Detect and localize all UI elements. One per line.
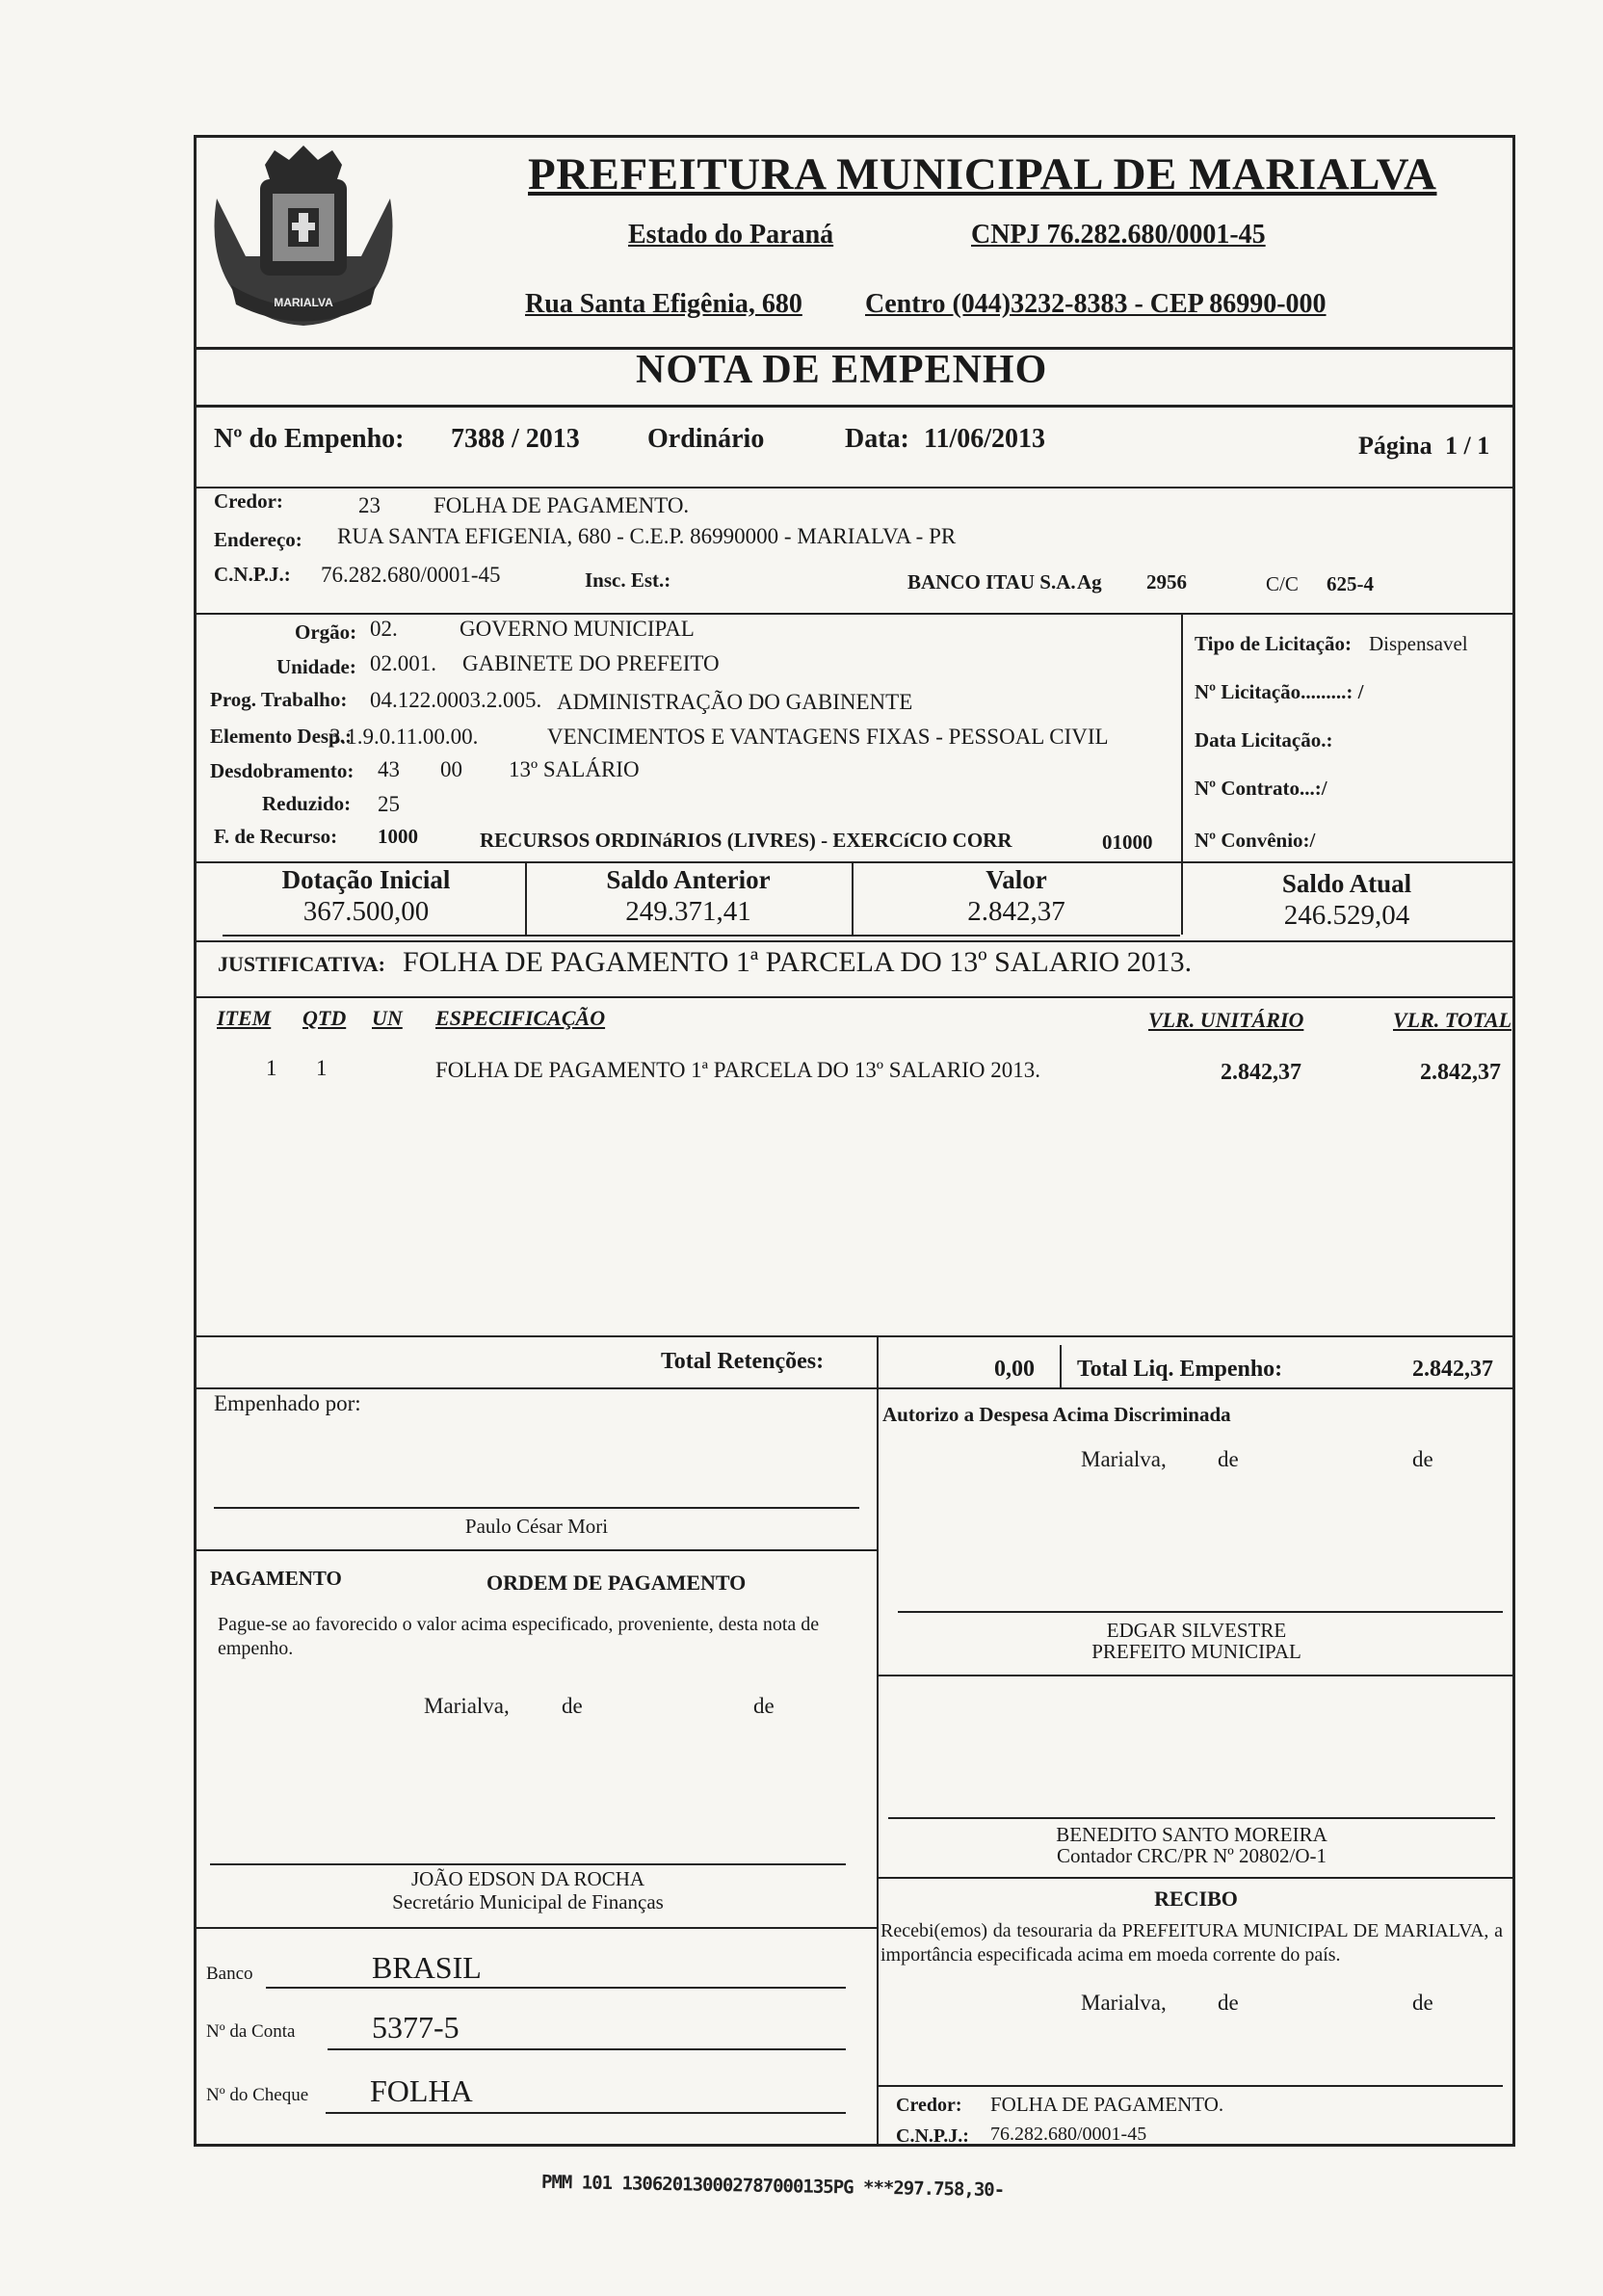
municipal-seal	[207, 141, 400, 329]
autorizo-place: Marialva,	[1081, 1447, 1167, 1471]
col-un-header: UN	[372, 1006, 403, 1030]
col-item-header: ITEM	[217, 1006, 272, 1030]
recibo-text: Recebi(emos) da tesouraria da PREFEITURA MUNICIPAL DE MARIALVA, a importância especificada acima em moeda corrente do país.	[880, 1920, 1503, 1966]
liquido-label: Total Liq. Empenho:	[1077, 1357, 1283, 1382]
col-total-header: VLR. TOTAL	[1393, 1008, 1512, 1032]
tipo-licitacao-label: Tipo de Licitação:	[1195, 632, 1352, 655]
justificativa-label: JUSTIFICATIVA:	[218, 952, 386, 976]
banco-label: Banco	[206, 1964, 253, 1984]
reduzido-value: 25	[378, 792, 400, 816]
recurso-code: 1000	[378, 825, 418, 848]
valor-value: 2.842,37	[967, 896, 1065, 927]
recibo-credor-label: Credor:	[896, 2095, 962, 2116]
recibo-title: RECIBO	[1154, 1887, 1238, 1911]
pagamento-label: PAGAMENTO	[210, 1567, 342, 1590]
row-unit-value: 2.842,37	[1221, 1060, 1301, 1085]
recibo-cnpj-label: C.N.P.J.:	[896, 2125, 969, 2147]
credor-label: Credor:	[214, 489, 283, 513]
elemento-label: Elemento Desp.:	[210, 725, 352, 748]
col-unit-header: VLR. UNITÁRIO	[1148, 1008, 1304, 1032]
prefeito-name: EDGAR SILVESTRE	[1106, 1619, 1287, 1642]
cnpj-label: C.N.P.J.:	[214, 563, 291, 586]
row-total-value: 2.842,37	[1420, 1060, 1501, 1085]
saldo-atual-label: Saldo Atual	[1281, 869, 1412, 898]
dotacao-value: 367.500,00	[302, 896, 430, 927]
ordem-de-2: de	[753, 1694, 775, 1718]
saldo-anterior-value: 249.371,41	[625, 896, 751, 927]
numero-licitacao: Nº Licitação.........: /	[1195, 680, 1364, 703]
recibo-place: Marialva,	[1081, 1991, 1167, 2015]
coat-of-arms-icon	[207, 141, 400, 329]
col-spec-header: ESPECIFICAÇÃO	[435, 1006, 606, 1030]
numero-convenio: Nº Convênio:/	[1195, 829, 1316, 852]
valor-label: Valor	[985, 865, 1047, 894]
recibo-cnpj: 76.282.680/0001-45	[990, 2124, 1147, 2145]
saldo-anterior-label: Saldo Anterior	[606, 865, 771, 894]
agency-number: 2956	[1146, 570, 1187, 594]
contador-title: Contador CRC/PR Nº 20802/O-1	[1056, 1844, 1327, 1867]
bank-name: BANCO ITAU S.A.	[907, 570, 1076, 594]
tipo-licitacao-value: Dispensavel	[1369, 632, 1468, 655]
secretario-title: Secretário Municipal de Finanças	[392, 1890, 664, 1913]
svg-text:MARIALVA: MARIALVA	[274, 296, 333, 309]
ordem-place: Marialva,	[424, 1694, 510, 1718]
banco-value: BRASIL	[372, 1950, 482, 1985]
ordem-pagamento-label: ORDEM DE PAGAMENTO	[486, 1570, 747, 1595]
pague-text: Pague-se ao favorecido o valor acima especificado, proveniente, desta nota de empenho.	[218, 1614, 820, 1659]
ordem-de-1: de	[562, 1694, 583, 1718]
cheque-label: Nº do Cheque	[206, 2085, 309, 2105]
recibo-de-1: de	[1218, 1991, 1239, 2015]
municipality-title: PREFEITURA MUNICIPAL DE MARIALVA	[528, 149, 1437, 199]
cheque-value: FOLHA	[370, 2073, 473, 2108]
retencoes-label: Total Retenções:	[661, 1349, 825, 1374]
desdobramento-name: 13º SALÁRIO	[509, 757, 640, 781]
elemento-code: 3.1.9.0.11.00.00.	[329, 725, 479, 749]
row-item: 1	[266, 1056, 277, 1080]
insc-label: Insc. Est.:	[585, 568, 671, 592]
desdobramento-b: 00	[440, 757, 462, 781]
numero-contrato: Nº Contrato...:/	[1195, 777, 1327, 800]
orgao-name: GOVERNO MUNICIPAL	[460, 617, 695, 641]
empenho-kind: Ordinário	[647, 424, 765, 454]
creditor-address: RUA SANTA EFIGENIA, 680 - C.E.P. 86990000 - MARIALVA - PR	[337, 524, 957, 548]
elemento-name: VENCIMENTOS E VANTAGENS FIXAS - PESSOAL CIVIL	[547, 725, 1109, 749]
recibo-credor: FOLHA DE PAGAMENTO.	[990, 2093, 1224, 2116]
unidade-label: Unidade:	[276, 655, 356, 678]
address-header: Rua Santa Efigênia, 680	[525, 289, 802, 319]
unidade-code: 02.001.	[370, 651, 436, 675]
unidade-name: GABINETE DO PREFEITO	[462, 651, 720, 675]
empenho-number-label: Nº do Empenho:	[214, 424, 405, 454]
state-label: Estado do Paraná	[628, 220, 834, 250]
mechanical-stamp: PMM 101 130620130002787000135PG ***297.758,30-	[540, 2171, 1005, 2202]
conta-label: Nº da Conta	[206, 2021, 296, 2042]
creditor-cnpj: 76.282.680/0001-45	[321, 563, 501, 587]
address-label: Endereço:	[214, 528, 302, 551]
cc-number: 625-4	[1327, 572, 1374, 595]
empenhado-label: Empenhado por:	[214, 1391, 361, 1415]
doc-type-title: NOTA DE EMPENHO	[636, 348, 1048, 392]
desdobramento-label: Desdobramento:	[210, 759, 355, 782]
prog-name: ADMINISTRAÇÃO DO GABINENTE	[557, 690, 913, 714]
dotacao-label: Dotação Inicial	[281, 865, 451, 894]
secretario-name: JOÃO EDSON DA ROCHA	[410, 1867, 645, 1890]
justificativa-text: FOLHA DE PAGAMENTO 1ª PARCELA DO 13º SALARIO 2013.	[403, 946, 1193, 978]
orgao-code: 02.	[370, 617, 398, 641]
cnpj-header: CNPJ 76.282.680/0001-45	[971, 220, 1266, 250]
cc-label: C/C	[1266, 572, 1299, 595]
page-number: 1 / 1	[1445, 432, 1490, 460]
empenho-date: 11/06/2013	[924, 424, 1046, 454]
credor-name: FOLHA DE PAGAMENTO.	[434, 493, 690, 517]
prog-label: Prog. Trabalho:	[210, 688, 348, 711]
autorizo-de-2: de	[1412, 1447, 1433, 1471]
conta-value: 5377-5	[372, 2010, 460, 2045]
date-label: Data:	[845, 424, 909, 454]
recibo-de-2: de	[1412, 1991, 1433, 2015]
contador-name: BENEDITO SANTO MOREIRA	[1056, 1823, 1327, 1846]
retencoes-value: 0,00	[994, 1357, 1035, 1382]
row-qtd: 1	[316, 1056, 328, 1080]
recurso-label: F. de Recurso:	[214, 825, 338, 848]
orgao-label: Orgão:	[295, 620, 357, 644]
page-label: Página	[1358, 432, 1432, 460]
agency-label: Ag	[1077, 570, 1102, 594]
desdobramento-a: 43	[378, 757, 400, 781]
autorizo-de-1: de	[1218, 1447, 1239, 1471]
prefeito-title: PREFEITO MUNICIPAL	[1091, 1640, 1301, 1663]
contact-header: Centro (044)3232-8383 - CEP 86990-000	[865, 289, 1327, 319]
recurso-name: RECURSOS ORDINáRIOS (LIVRES) - EXERCíCIO CORR	[480, 829, 1012, 852]
saldo-atual-value: 246.529,04	[1283, 900, 1410, 931]
recurso-ext: 01000	[1102, 831, 1153, 854]
empenhado-name: Paulo César Mori	[464, 1515, 609, 1538]
autorizo-label: Autorizo a Despesa Acima Discriminada	[882, 1403, 1231, 1426]
data-licitacao: Data Licitação.:	[1195, 728, 1333, 752]
prog-code: 04.122.0003.2.005.	[370, 688, 542, 712]
col-qtd-header: QTD	[302, 1006, 347, 1030]
credor-code: 23	[358, 493, 381, 517]
liquido-value: 2.842,37	[1412, 1357, 1493, 1382]
row-spec: FOLHA DE PAGAMENTO 1ª PARCELA DO 13º SALARIO 2013.	[435, 1058, 1040, 1082]
empenho-number: 7388 / 2013	[451, 424, 580, 454]
reduzido-label: Reduzido:	[262, 792, 352, 815]
